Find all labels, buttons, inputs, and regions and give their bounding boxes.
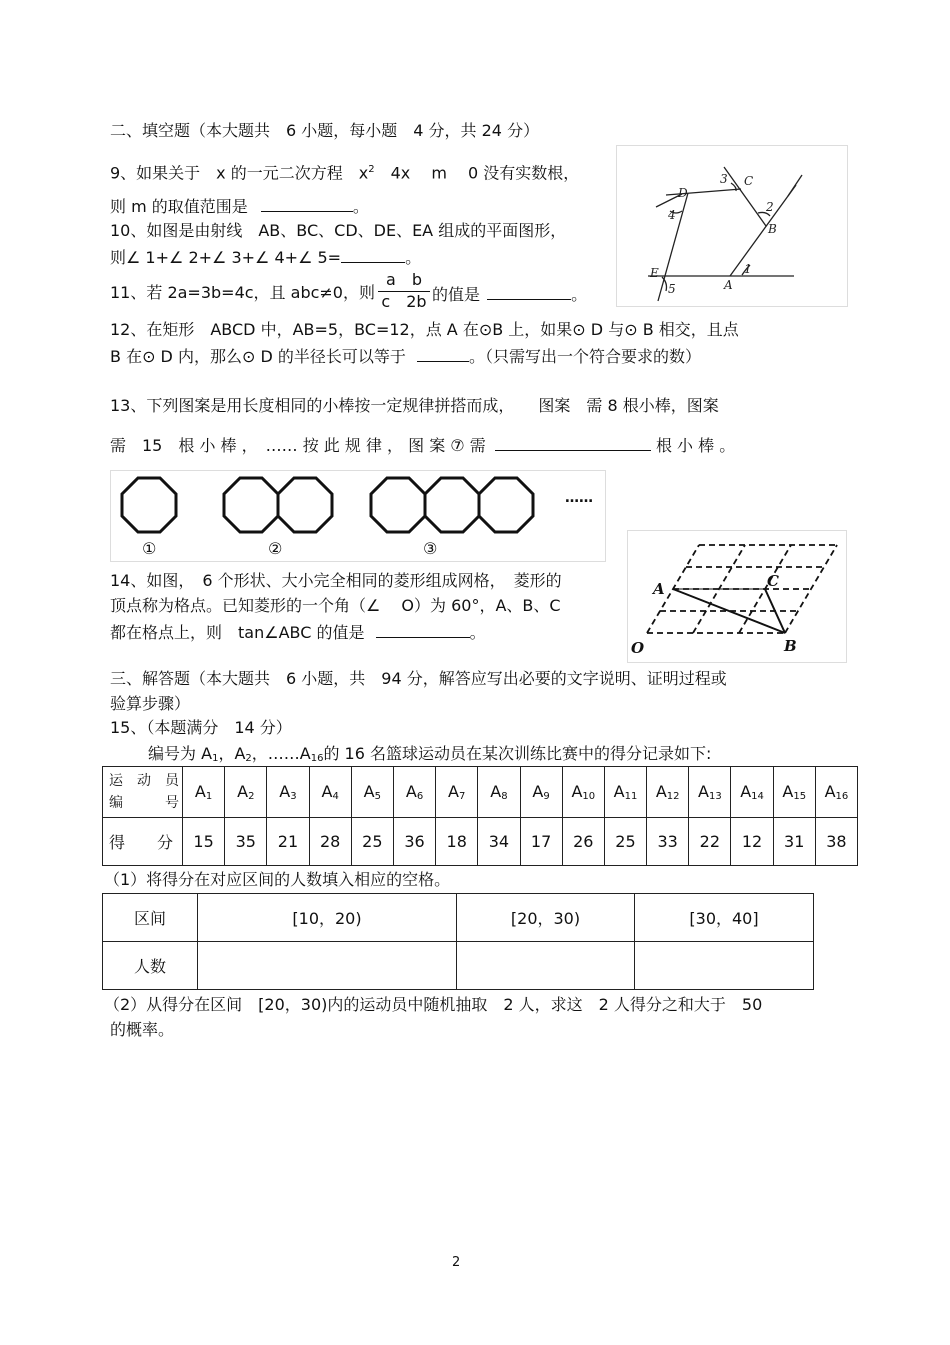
interval-10-20: [10，20) — [198, 894, 457, 942]
grid-point-A: A — [653, 580, 665, 598]
answer-blank-13[interactable] — [495, 434, 651, 451]
fraction — [374, 270, 434, 311]
athlete-id-cell: $A_6$ — [393, 767, 435, 818]
interval-header: 区间 — [103, 894, 198, 942]
question-13-line-1: 13、下列图案是用长度相同的小棒按一定规律拼搭而成， 图案 需 8 根小棒，图案 — [110, 396, 719, 415]
interval-30-40: [30，40] — [635, 894, 814, 942]
question-12-line-1: 12、在矩形 ABCD 中，AB=5，BC=12，点 A 在⊙B 上，如果⊙ D 与⊙ B 相交，且点 — [110, 320, 739, 339]
athlete-id-cell: $A_{14}$ — [731, 767, 773, 818]
score-cell: 21 — [267, 818, 309, 866]
fig10-label-3: 3 — [720, 172, 728, 186]
athlete-id-cell: $A_{16}$ — [815, 767, 857, 818]
question-9-line-1: 9、如果关于 x 的一元二次方程 $x^2$ 4x m 0 没有实数根， — [110, 163, 580, 183]
score-cell: 36 — [393, 818, 435, 866]
answer-blank-9[interactable] — [261, 195, 353, 212]
answer-blank-12[interactable] — [417, 345, 469, 362]
score-cell: 28 — [309, 818, 351, 866]
fig10-label-4: 4 — [668, 208, 676, 222]
scores-table — [102, 766, 858, 866]
fig10-label-C: C — [744, 174, 754, 188]
question-14-line-1: 14、如图， 6 个形状、大小完全相同的菱形组成网格， 菱形的 — [110, 571, 562, 590]
score-cell: 17 — [520, 818, 562, 866]
count-cell-10-20[interactable] — [198, 942, 457, 990]
score-header: 得 分 — [103, 818, 183, 866]
question-14-line-3: 都在格点上，则 tan∠ABC 的值是 。 — [110, 623, 486, 642]
score-cell: 22 — [689, 818, 731, 866]
section-2-title: 二、填空题（本大题共 6 小题，每小题 4 分，共 24 分） — [110, 121, 540, 140]
interval-20-30: [20，30) — [457, 894, 635, 942]
question-15-part-2-line-2: 的概率。 — [110, 1020, 175, 1039]
section-3-title-line-2: 验算步骤） — [110, 694, 191, 713]
figure-octagon-pattern — [110, 470, 606, 562]
question-9-line-2: 则 m 的取值范围是 。 — [110, 197, 369, 216]
score-cell: 26 — [562, 818, 604, 866]
fig10-label-E: E — [650, 266, 659, 280]
section-3-title-line-1: 三、解答题（本大题共 6 小题，共 94 分，解答应写出必要的文字说明、证明过程或 — [110, 669, 727, 688]
score-cell: 12 — [731, 818, 773, 866]
fraction-numerator: a b — [386, 270, 422, 289]
athlete-id-cell: $A_9$ — [520, 767, 562, 818]
intervals-table — [102, 893, 814, 990]
athlete-id-cell: $A_{10}$ — [562, 767, 604, 818]
score-cell: 38 — [815, 818, 857, 866]
question-15-part-1: （1）将得分在对应区间的人数填入相应的空格。 — [104, 870, 451, 889]
grid-point-O: O — [631, 639, 645, 657]
answer-blank-14[interactable] — [376, 621, 470, 638]
fraction-denominator: c 2b — [381, 292, 427, 311]
pattern-label-3: ③ — [423, 539, 438, 558]
answer-blank-11[interactable] — [487, 283, 571, 300]
figure-rhombus-grid — [627, 530, 847, 663]
count-cell-30-40[interactable] — [635, 942, 814, 990]
fig10-label-B: B — [768, 222, 777, 236]
question-14-line-2: 顶点称为格点。已知菱形的一个角（∠ O）为 60°，A、B、C — [110, 596, 561, 615]
athlete-header: 运 动 员 编 号 — [103, 767, 183, 818]
athlete-id-cell: $A_8$ — [478, 767, 520, 818]
score-row — [103, 818, 858, 866]
fig10-label-D: D — [678, 186, 688, 200]
count-cell-20-30[interactable] — [457, 942, 635, 990]
athlete-id-cell: $A_1$ — [183, 767, 225, 818]
fig10-label-5: 5 — [668, 282, 676, 296]
score-cell: 35 — [225, 818, 267, 866]
interval-row — [103, 894, 814, 942]
fig10-label-1: 1 — [744, 262, 752, 276]
score-cell: 25 — [351, 818, 393, 866]
score-cell: 31 — [773, 818, 815, 866]
question-11-suffix: 的值是 。 — [432, 285, 588, 304]
question-10-line-1: 10、如图是由射线 AB、BC、CD、DE、EA 组成的平面图形， — [110, 221, 567, 240]
athlete-id-cell: $A_4$ — [309, 767, 351, 818]
score-cell: 33 — [647, 818, 689, 866]
fig10-label-2: 2 — [766, 200, 774, 214]
pattern-label-2: ② — [268, 539, 283, 558]
score-cell: 25 — [604, 818, 646, 866]
question-11-prefix: 11、若 2a=3b=4c，且 abc≠0，则 — [110, 283, 375, 302]
grid-point-C: C — [767, 572, 779, 590]
athlete-id-cell: $A_{13}$ — [689, 767, 731, 818]
count-row — [103, 942, 814, 990]
question-12-line-2: B 在⊙ D 内，那么⊙ D 的半径长可以等于 。（只需写出一个符合要求的数） — [110, 347, 701, 366]
athlete-range: $A_1$，$A_2$，$\dots\dots A_{16}$ — [201, 744, 324, 764]
pattern-label-1: ① — [142, 539, 157, 558]
athlete-row — [103, 767, 858, 818]
answer-blank-10[interactable] — [341, 246, 405, 263]
athlete-id-cell: $A_{15}$ — [773, 767, 815, 818]
figure-rays-polygon — [616, 145, 848, 307]
athlete-id-cell: $A_2$ — [225, 767, 267, 818]
score-cell: 34 — [478, 818, 520, 866]
athlete-id-cell: $A_7$ — [436, 767, 478, 818]
page-number: 2 — [452, 1255, 461, 1270]
fig10-label-A: A — [724, 278, 733, 292]
athlete-id-cell: $A_{11}$ — [604, 767, 646, 818]
score-cell: 18 — [436, 818, 478, 866]
athlete-id-cell: $A_5$ — [351, 767, 393, 818]
question-15-part-2-line-1: （2）从得分在区间 [20，30)内的运动员中随机抽取 2 人，求这 2 人得分之和大于 50 — [104, 995, 763, 1014]
question-10-line-2: 则∠ 1+∠ 2+∠ 3+∠ 4+∠ 5= 。 — [110, 248, 422, 267]
question-15-intro: 编号为 $A_1$，$A_2$，$\dots\dots A_{16}$的 16 名篮球运动员在某次训练比赛中的得分记录如下: — [148, 744, 712, 764]
athlete-id-cell: $A_{12}$ — [647, 767, 689, 818]
question-13-line-2: 需 15 根 小 棒 ， …… 按 此 规 律 ， 图 案 ⑦ 需 根 小 棒 。 — [110, 436, 736, 455]
score-cell: 15 — [183, 818, 225, 866]
question-15-title: 15、（本题满分 14 分） — [110, 718, 292, 737]
grid-point-B: B — [784, 637, 797, 655]
athlete-id-cell: $A_3$ — [267, 767, 309, 818]
pattern-continuation-dots: …… — [565, 490, 593, 506]
count-header: 人数 — [103, 942, 198, 990]
